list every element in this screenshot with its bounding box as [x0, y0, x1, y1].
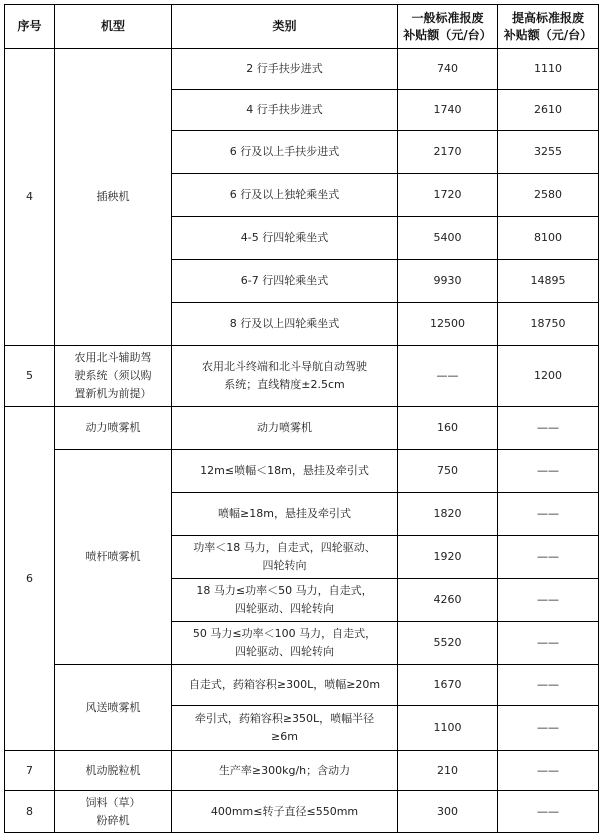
category-cell: 18 马力≤功率＜50 马力，自走式， 四轮驱动、四轮转向: [172, 579, 398, 622]
category-cell: 4 行手扶步进式: [172, 90, 398, 131]
high-subsidy-cell: 2580: [498, 174, 599, 217]
category-cell: 50 马力≤功率＜100 马力，自走式， 四轮驱动、四轮转向: [172, 622, 398, 665]
category-cell: 动力喷雾机: [172, 407, 398, 450]
general-subsidy-cell: 1100: [398, 706, 498, 751]
table-row: [5, 407, 599, 450]
header-general-subsidy: 一般标准报废 补贴额（元/台）: [398, 5, 498, 49]
general-subsidy-cell: ——: [398, 346, 498, 407]
high-subsidy-cell: ——: [498, 536, 599, 579]
row-no: 7: [5, 751, 55, 791]
header-category: 类别: [172, 5, 398, 49]
row-no: 4: [5, 49, 55, 346]
general-subsidy-cell: 1720: [398, 174, 498, 217]
category-cell: 8 行及以上四轮乘坐式: [172, 303, 398, 346]
general-subsidy-cell: 300: [398, 791, 498, 833]
category-cell: 自走式，药箱容积≥300L，喷幅≥20m: [172, 665, 398, 706]
category-cell: 6 行及以上独轮乘坐式: [172, 174, 398, 217]
header-model: 机型: [55, 5, 172, 49]
general-subsidy-cell: 5400: [398, 217, 498, 260]
general-subsidy-cell: 740: [398, 49, 498, 90]
high-subsidy-cell: 3255: [498, 131, 599, 174]
general-subsidy-cell: 1670: [398, 665, 498, 706]
table-row: [5, 665, 599, 706]
row-no: 6: [5, 407, 55, 751]
header-row: [5, 5, 599, 49]
general-subsidy-cell: 1920: [398, 536, 498, 579]
high-subsidy-cell: ——: [498, 622, 599, 665]
model-name: 插秧机: [55, 49, 172, 346]
high-subsidy-cell: ——: [498, 751, 599, 791]
general-subsidy-cell: 210: [398, 751, 498, 791]
category-cell: 400mm≤转子直径≤550mm: [172, 791, 398, 833]
category-cell: 2 行手扶步进式: [172, 49, 398, 90]
row-no: 5: [5, 346, 55, 407]
general-subsidy-cell: 12500: [398, 303, 498, 346]
model-name: 机动脱粒机: [55, 751, 172, 791]
table-row: [5, 346, 599, 407]
category-cell: 生产率≥300kg/h；含动力: [172, 751, 398, 791]
header-high-subsidy: 提高标准报废 补贴额（元/台）: [498, 5, 599, 49]
high-subsidy-cell: ——: [498, 665, 599, 706]
high-subsidy-cell: 1110: [498, 49, 599, 90]
high-subsidy-cell: ——: [498, 493, 599, 536]
category-cell: 功率＜18 马力，自走式，四轮驱动、 四轮转向: [172, 536, 398, 579]
general-subsidy-cell: 1820: [398, 493, 498, 536]
header-no: 序号: [5, 5, 55, 49]
general-subsidy-cell: 160: [398, 407, 498, 450]
model-name: 动力喷雾机: [55, 407, 172, 450]
high-subsidy-cell: ——: [498, 706, 599, 751]
high-subsidy-cell: ——: [498, 791, 599, 833]
model-name: 饲料（草） 粉碎机: [55, 791, 172, 833]
high-subsidy-cell: 18750: [498, 303, 599, 346]
general-subsidy-cell: 9930: [398, 260, 498, 303]
high-subsidy-cell: ——: [498, 407, 599, 450]
high-subsidy-cell: 14895: [498, 260, 599, 303]
high-subsidy-cell: 2610: [498, 90, 599, 131]
general-subsidy-cell: 4260: [398, 579, 498, 622]
high-subsidy-cell: ——: [498, 450, 599, 493]
table-row: [5, 791, 599, 833]
high-subsidy-cell: 1200: [498, 346, 599, 407]
category-cell: 12m≤喷幅＜18m，悬挂及牵引式: [172, 450, 398, 493]
category-cell: 6 行及以上手扶步进式: [172, 131, 398, 174]
category-cell: 牵引式，药箱容积≥350L，喷幅半径 ≥6m: [172, 706, 398, 751]
model-name: 喷杆喷雾机: [55, 450, 172, 665]
table-row: [5, 450, 599, 493]
high-subsidy-cell: ——: [498, 579, 599, 622]
category-cell: 4-5 行四轮乘坐式: [172, 217, 398, 260]
general-subsidy-cell: 2170: [398, 131, 498, 174]
table-row: [5, 49, 599, 90]
general-subsidy-cell: 1740: [398, 90, 498, 131]
high-subsidy-cell: 8100: [498, 217, 599, 260]
general-subsidy-cell: 5520: [398, 622, 498, 665]
model-name: 农用北斗辅助驾 驶系统（须以购 置新机为前提）: [55, 346, 172, 407]
subsidy-table: [4, 4, 599, 833]
category-cell: 喷幅≥18m，悬挂及牵引式: [172, 493, 398, 536]
model-name: 风送喷雾机: [55, 665, 172, 751]
general-subsidy-cell: 750: [398, 450, 498, 493]
table-row: [5, 751, 599, 791]
category-cell: 农用北斗终端和北斗导航自动驾驶 系统；直线精度±2.5cm: [172, 346, 398, 407]
row-no: 8: [5, 791, 55, 833]
category-cell: 6-7 行四轮乘坐式: [172, 260, 398, 303]
subsidy-table-container: [4, 4, 599, 833]
